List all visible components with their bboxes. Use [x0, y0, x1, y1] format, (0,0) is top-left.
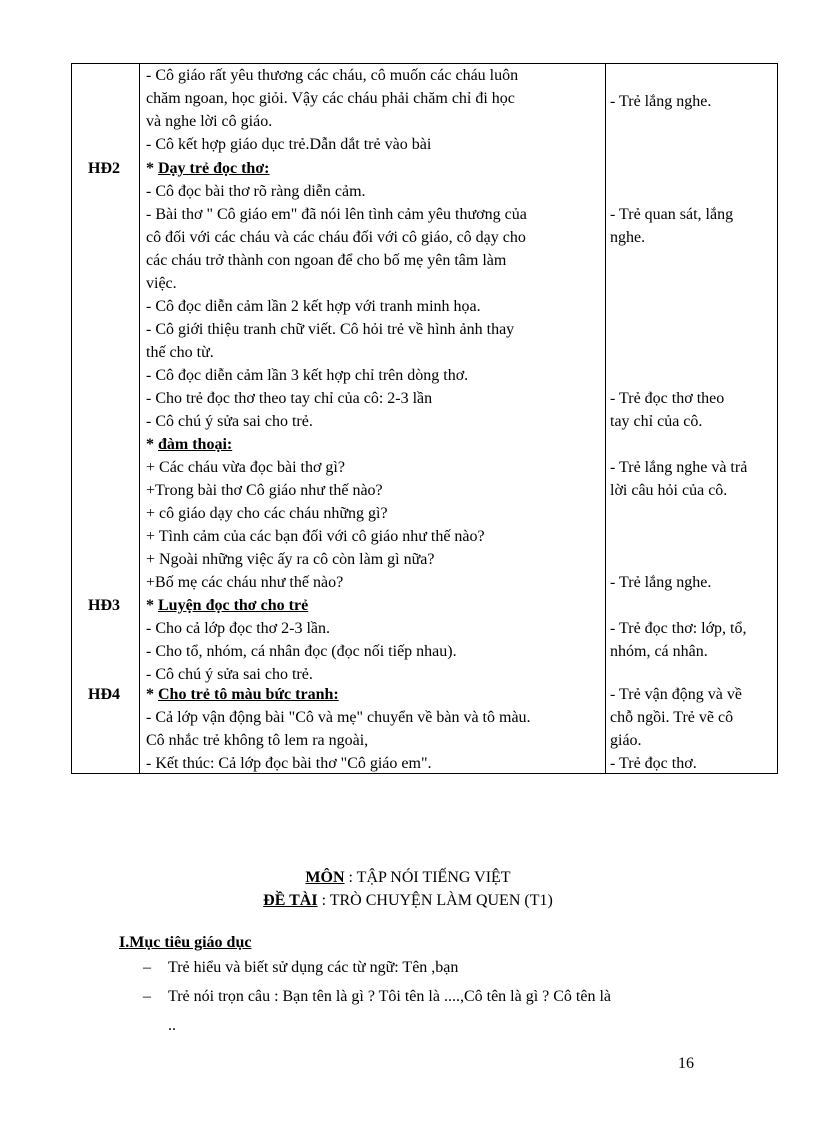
col3-line: - Trẻ đọc thơ: lớp, tổ, — [610, 620, 747, 637]
col2-line: và nghe lời cô giáo. — [146, 113, 273, 130]
subject-line — [0, 866, 816, 889]
col1-line: HĐ2 — [88, 160, 120, 177]
col2-line: - Cô đọc diễn cảm lần 2 kết hợp với tranh minh họa. — [146, 298, 481, 315]
col2-line: - Kết thúc: Cả lớp đọc bài thơ "Cô giáo em". — [146, 755, 432, 772]
col2-line: - Bài thơ " Cô giáo em" đã nói lên tình cảm yêu thương của — [146, 206, 527, 223]
list-bullet: – — [143, 988, 151, 1005]
col2-line: - Cô giới thiệu tranh chữ viết. Cô hỏi trẻ về hình ảnh thay — [146, 321, 515, 338]
col3-line: - Trẻ lắng nghe. — [610, 574, 712, 591]
col2-line: - Cho tổ, nhóm, cá nhân đọc (đọc nối tiếp nhau). — [146, 643, 457, 660]
table-border-col2 — [605, 63, 606, 774]
col2-line: - Cô giáo rất yêu thương các cháu, cô muốn các cháu luôn — [146, 67, 519, 84]
topic-value: : TRÒ CHUYỆN LÀM QUEN (T1) — [317, 892, 553, 909]
col3-line: - Trẻ đọc thơ. — [610, 755, 697, 772]
col2-line: việc. — [146, 275, 177, 292]
col2-line: - Cho trẻ đọc thơ theo tay chỉ của cô: 2-3 lần — [146, 390, 433, 407]
subject-value: : TẬP NÓI TIẾNG VIỆT — [344, 869, 511, 886]
col1-line: HĐ4 — [88, 686, 120, 703]
col2-line: +Trong bài thơ Cô giáo như thế nào? — [146, 482, 383, 499]
col3-line: nhóm, cá nhân. — [610, 643, 708, 660]
topic-line — [0, 889, 816, 912]
col2-line: + cô giáo dạy cho các cháu những gì? — [146, 505, 388, 522]
subject-label: MÔN — [305, 869, 345, 886]
col1-line: HĐ3 — [88, 597, 120, 614]
col2-line: - Cô chú ý sửa sai cho trẻ. — [146, 666, 313, 683]
col3-line: - Trẻ vận động và về — [610, 686, 742, 703]
table-border-right — [777, 63, 778, 774]
col2-line: - Cô đọc bài thơ rõ ràng diễn cảm. — [146, 183, 366, 200]
col2-line: + Các cháu vừa đọc bài thơ gì? — [146, 459, 345, 476]
col2-line: * Luyện đọc thơ cho trẻ — [146, 597, 309, 614]
col3-line: - Trẻ lắng nghe. — [610, 93, 712, 110]
col3-line: tay chỉ của cô. — [610, 413, 703, 430]
col2-line: + Tình cảm của các bạn đối với cô giáo như thế nào? — [146, 528, 485, 545]
col2-line: Cô nhắc trẻ không tô lem ra ngoài, — [146, 732, 369, 749]
topic-label: ĐỀ TÀI — [263, 892, 318, 909]
col2-line: chăm ngoan, học giỏi. Vậy các cháu phải chăm chỉ đi học — [146, 90, 515, 107]
col2-line: + Ngoài những việc ấy ra cô còn làm gì nữa? — [146, 551, 435, 568]
col2-line: - Cô đọc diễn cảm lần 3 kết hợp chỉ trên dòng thơ. — [146, 367, 469, 384]
col3-line: lời câu hỏi của cô. — [610, 482, 728, 499]
col2-line: * Cho trẻ tô màu bức tranh: — [146, 686, 339, 703]
col2-line: cô đối với các cháu và các cháu đối với cô giáo, cô dạy cho — [146, 229, 526, 246]
section-title: I.Mục tiêu giáo dục — [119, 934, 252, 951]
col3-line: giáo. — [610, 732, 642, 749]
list-item: Trẻ nói trọn câu : Bạn tên là gì ? Tôi tên là ....,Cô tên là gì ? Cô tên là — [168, 988, 612, 1005]
col2-line: - Cô kết hợp giáo dục trẻ.Dẫn dắt trẻ vào bài — [146, 136, 432, 153]
col2-line: các cháu trở thành con ngoan để cho bố mẹ yên tâm làm — [146, 252, 507, 269]
col3-line: - Trẻ lắng nghe và trả — [610, 459, 748, 476]
table-border-left — [71, 63, 72, 774]
col2-line: +Bố mẹ các cháu như thế nào? — [146, 574, 344, 591]
col2-line: * Dạy trẻ đọc thơ: — [146, 160, 270, 177]
list-item: Trẻ hiểu và biết sử dụng các từ ngữ: Tên ,bạn — [168, 959, 459, 976]
list-bullet: – — [143, 959, 151, 976]
col3-line: - Trẻ quan sát, lắng — [610, 206, 734, 223]
table-border-col1 — [139, 63, 140, 774]
col3-line: - Trẻ đọc thơ theo — [610, 390, 725, 407]
col2-line: - Cho cả lớp đọc thơ 2-3 lần. — [146, 620, 330, 637]
page-number: 16 — [678, 1055, 694, 1072]
col2-line: * đàm thoại: — [146, 436, 233, 453]
list-item-continuation: .. — [168, 1017, 176, 1034]
col2-line: - Cả lớp vận động bài "Cô và mẹ" chuyển về bàn và tô màu. — [146, 709, 531, 726]
col3-line: chỗ ngồi. Trẻ vẽ cô — [610, 709, 734, 726]
col2-line: thế cho từ. — [146, 344, 214, 361]
col3-line: nghe. — [610, 229, 646, 246]
col2-line: - Cô chú ý sửa sai cho trẻ. — [146, 413, 313, 430]
